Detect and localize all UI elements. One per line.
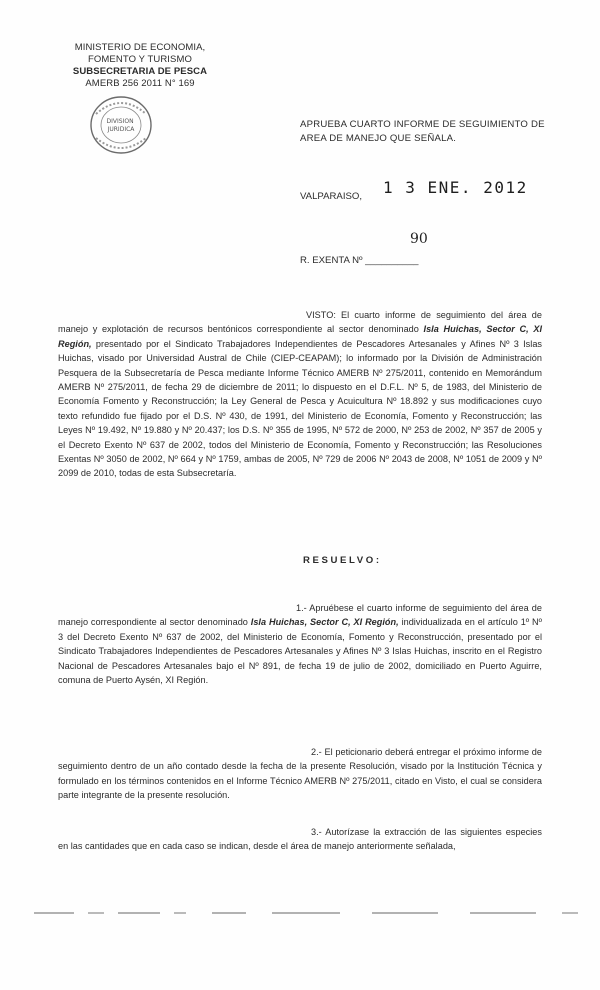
division-juridica-stamp	[88, 94, 154, 156]
resuelvo-heading: RESUELVO:	[303, 555, 382, 566]
item-1-rest: individualizada en el artículo 1º Nº 3 del Decreto Exento Nº 637 de 2002, del Ministerio de Economía, Fomento y Reconstrucción, presentado por el Sindicato Trabajadores Independientes de Pescadores Artesanales y Afines Nº 3 Islas Huichas, inscrito en el Registro Nacional de Pescadores Artesanales bajo el Nº 891, de fecha 19 de julio de 2002, domiciliado en Puerto Aguirre, comuna de Puerto Aysén, XI Región.	[58, 617, 542, 686]
resolution-exenta-label: R. EXENTA Nº __________	[300, 255, 419, 266]
item-1-area: Isla Huichas, Sector C, XI Región,	[250, 617, 399, 628]
header-line-4: AMERB 256 2011 N° 169	[85, 78, 195, 89]
header-line-2: FOMENTO Y TURISMO	[88, 54, 192, 65]
visto-area: Isla Huichas, Sector C, XI Región,	[58, 324, 542, 349]
place: VALPARAISO,	[300, 191, 363, 202]
item-2-paragraph	[58, 745, 542, 803]
header-line-1: MINISTERIO DE ECONOMIA,	[74, 42, 206, 53]
stamp-text-line-2: JURIDICA	[107, 126, 135, 133]
stamp-text-line-1: DIVISION	[106, 118, 134, 125]
item-1-paragraph	[58, 601, 542, 687]
visto-rest: presentado por el Sindicato Trabajadores Independientes de Pescadores Artesanales y Afines Nº 3 Islas Huichas, visado por Universidad Austral de Chile (CIEP-CEAPAM); lo informado por la División de Administración Pesquera de la Subsecretaría de Pesca mediante Informe Técnico AMERB Nº 275/2011, contenido en Memorándum AMERB Nº 275/2011, de fecha 29 de diciembre de 2011; lo dispuesto en el D.F.L. Nº 5, de 1983, del Ministerio de Economía Fomento y Reconstrucción; la Ley General de Pesca y Acuicultura Nº 18.892 y sus modificaciones cuyo texto refundido fue fijado por el D.S. Nº 430, de 1991, del Ministerio de Economía, Fomento y Reconstrucción; las Leyes Nº 19.492, Nº 19.880 y Nº 20.437; los D.S. Nº 355 de 1995, Nº 572 de 2000, Nº 253 de 2002, Nº 357 de 2005 y el Decreto Exento Nº 637 de 2002, todos del Ministerio de Economía, Fomento y Reconstrucción; las Resoluciones Exentas Nº 3050 de 2002, Nº 664 y Nº 1759, ambas de 2005, Nº 729 de 2006 Nº 2043 de 2008, Nº 1051 de 2009 y Nº 2099 de 2010, todas de esta Subsecretaría.	[58, 338, 542, 479]
header-line-3: SUBSECRETARIA DE PESCA	[72, 66, 208, 77]
item-2-text: 2.- El peticionario deberá entregar el próximo informe de seguimiento dentro de un año contado desde la fecha de la presente Resolución, visado por la Institución Técnica y formulado en los términos contenidos en el Informe Técnico AMERB Nº 275/2011, citado en Visto, el cual se considera parte integrante de la presente resolución.	[58, 747, 542, 801]
date-stamp: 1 3 ENE. 2012	[383, 178, 528, 197]
resolution-number: 90	[410, 231, 428, 247]
stamp-text	[107, 118, 136, 133]
ministry-header	[60, 42, 220, 90]
signature-lines	[0, 905, 600, 917]
visto-lead: VISTO: El cuarto informe de seguimiento del área de manejo y explotación de recursos bentónicos correspondiente al sector denominado	[58, 310, 542, 335]
item-3-paragraph	[58, 825, 542, 854]
item-3-text: 3.- Autorízase la extracción de las siguientes especies en las cantidades que en cada caso se indican, desde el área de manejo anteriormente señalada,	[58, 827, 542, 852]
visto-paragraph	[58, 308, 542, 481]
resolution-subject: APRUEBA CUARTO INFORME DE SEGUIMIENTO DE AREA DE MANEJO QUE SEÑALA.	[300, 119, 545, 144]
item-1-lead: 1.- Apruébese el cuarto informe de seguimiento del área de manejo correspondiente al sector denominado	[58, 603, 542, 628]
